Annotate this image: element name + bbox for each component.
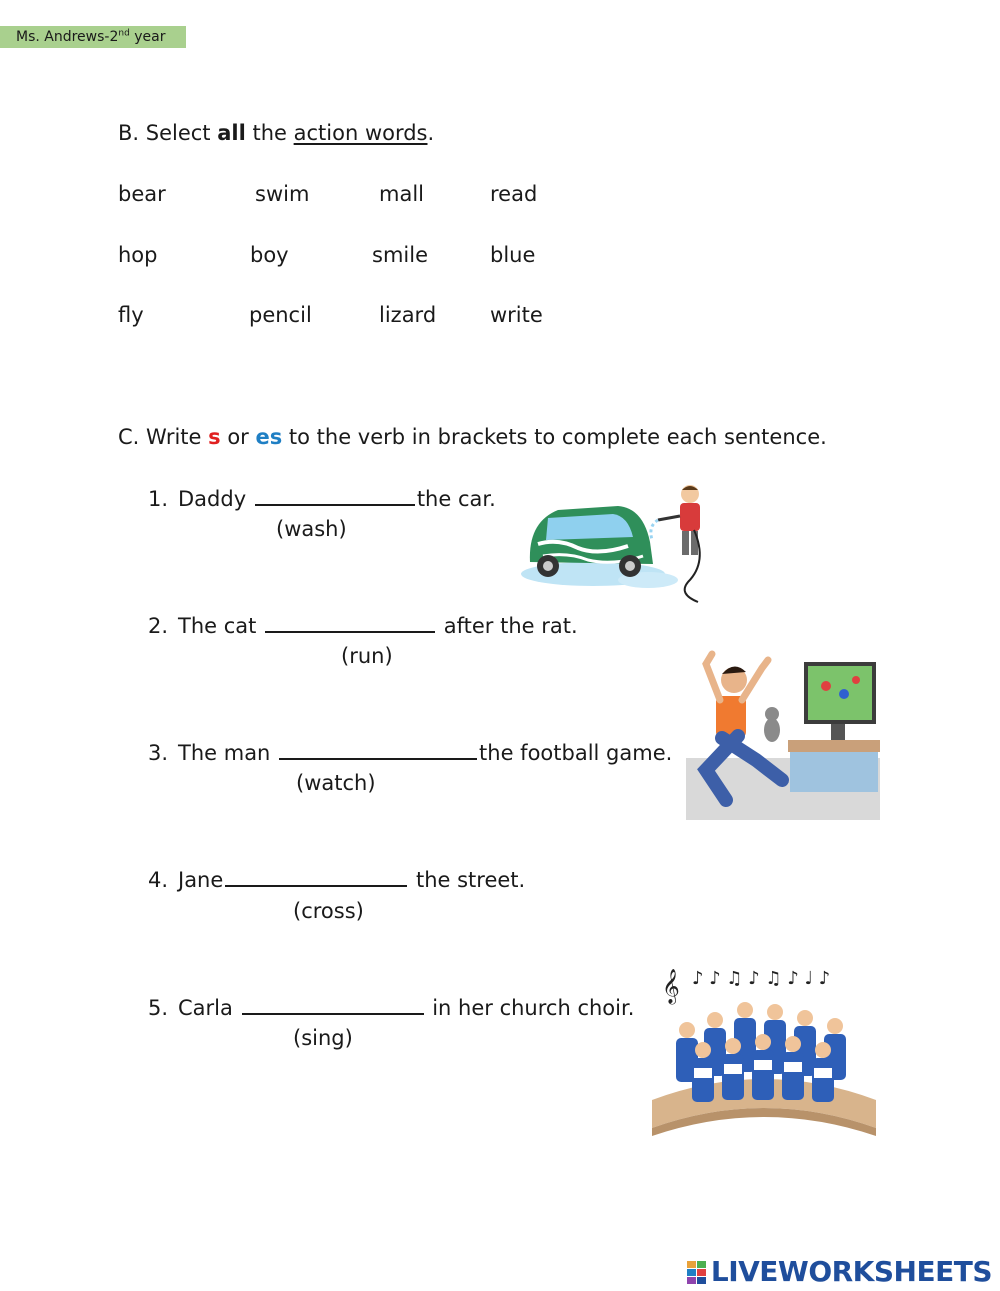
verb-hint-2: (run) [341, 644, 393, 668]
verb-hint-4: (cross) [293, 899, 364, 923]
sentence-4: 4. Jane the street. [148, 868, 526, 892]
word-option[interactable]: read [490, 182, 538, 206]
sentence-2: 2. The cat after the rat. [148, 614, 578, 638]
word-option[interactable]: mall [379, 182, 424, 206]
answer-blank-1[interactable] [255, 486, 415, 506]
word-option[interactable]: lizard [379, 303, 437, 327]
answer-blank-5[interactable] [242, 995, 424, 1015]
verb-hint-5: (sing) [293, 1026, 353, 1050]
word-option[interactable]: bear [118, 182, 166, 206]
word-option[interactable]: fly [118, 303, 144, 327]
word-option[interactable]: smile [372, 243, 428, 267]
word-option[interactable]: boy [250, 243, 289, 267]
answer-blank-2[interactable] [265, 613, 435, 633]
answer-blank-3[interactable] [279, 740, 477, 760]
sentence-1: 1. Daddy the car. [148, 487, 496, 511]
football-fan-illustration [686, 640, 880, 820]
word-option[interactable]: pencil [249, 303, 312, 327]
liveworksheets-logo: LIVEWORKSHEETS [687, 1255, 992, 1288]
brand-blocks-icon [687, 1261, 707, 1285]
car-wash-illustration [518, 482, 708, 604]
sentence-3: 3. The man the football game. [148, 741, 673, 765]
answer-blank-4[interactable] [225, 867, 407, 887]
choir-illustration [648, 958, 880, 1138]
word-option[interactable]: swim [255, 182, 310, 206]
svg-text:𝄞: 𝄞 [662, 969, 680, 1004]
verb-hint-1: (wash) [276, 517, 347, 541]
verb-hint-3: (watch) [296, 771, 376, 795]
header-tag: Ms. Andrews-2nd year [0, 26, 186, 48]
section-b-heading: B. Select all the action words. [118, 121, 435, 145]
word-option[interactable]: blue [490, 243, 536, 267]
word-option[interactable]: write [490, 303, 543, 327]
sentence-5: 5. Carla in her church choir. [148, 996, 635, 1020]
section-c-heading: C. Write s or es to the verb in brackets to complete each sentence. [118, 425, 827, 449]
word-option[interactable]: hop [118, 243, 158, 267]
svg-text:♪ ♪ ♫ ♪ ♫ ♪ ♩ ♪: ♪ ♪ ♫ ♪ ♫ ♪ ♩ ♪ [692, 968, 831, 989]
